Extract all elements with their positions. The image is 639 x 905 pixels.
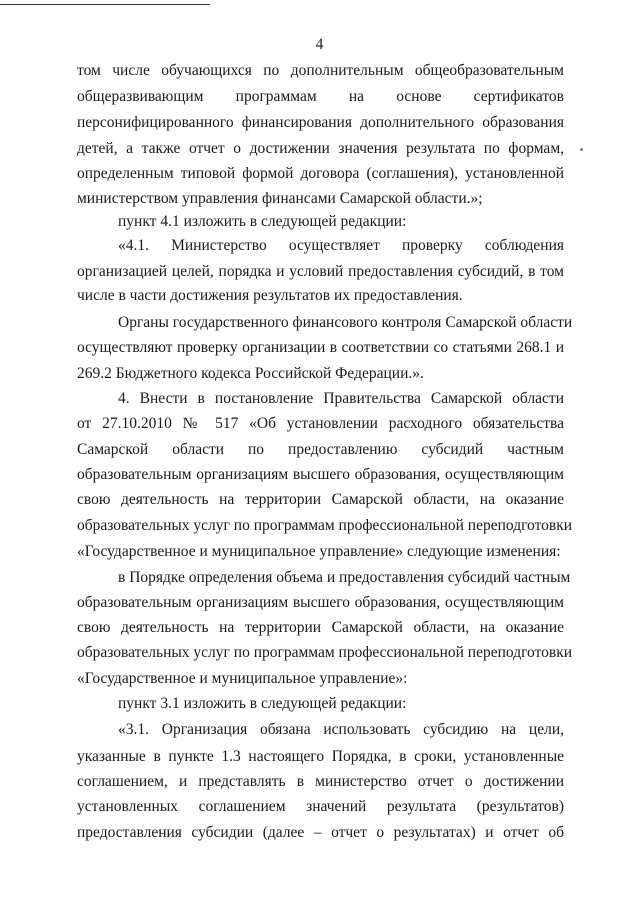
text-line: осуществляют проверку организации в соответствии со статьями 268.1 и (77, 339, 564, 356)
text-line: персонифицированного финансирования дополнительного образования (77, 114, 564, 131)
text-line: от 27.10.2010 № 517 «Об установлении расходного обязательства (77, 415, 564, 432)
text-line: определенным типовой формой договора (соглашения), установленной (77, 165, 564, 182)
text-line: образовательных услуг по программам профессиональной переподготовки (77, 517, 573, 534)
text-line: числе в части достижения результатов их предоставления. (77, 287, 463, 304)
scan-speck (580, 148, 583, 151)
text-line: «Государственное и муниципальное управление»: (77, 670, 408, 687)
text-line: 269.2 Бюджетного кодекса Российской Федерации.». (77, 365, 424, 382)
text-line: детей, а также отчет о достижении значения результата по формам, (77, 140, 564, 157)
text-line: «Государственное и муниципальное управление» следующие изменения: (77, 543, 561, 560)
text-line: Органы государственного финансового контроля Самарской области (118, 314, 573, 331)
text-line: свою деятельность на территории Самарской области, на оказание (77, 619, 564, 636)
text-line: организацией целей, порядка и условий предоставления субсидий, в том (77, 263, 564, 280)
page-number: 4 (315, 36, 324, 53)
text-line: Самарской области по предоставлению субсидий частным (77, 441, 564, 458)
text-line: образовательным организациям высшего образования, осуществляющим (77, 594, 564, 611)
text-line: предоставления субсидии (далее – отчет о результатах) и отчет об (77, 824, 564, 841)
text-line: в Порядке определения объема и предоставления субсидий частным (118, 569, 571, 586)
text-line: министерством управления финансами Самарской области.»; (77, 190, 483, 207)
text-line: общеразвивающим программам на основе сертификатов (77, 88, 564, 105)
text-line: свою деятельность на территории Самарской области, на оказание (77, 491, 564, 508)
text-line: 4. Внести в постановление Правительства Самарской области (118, 390, 564, 407)
text-line: пункт 4.1 изложить в следующей редакции: (118, 213, 407, 230)
text-line: пункт 3.1 изложить в следующей редакции: (118, 695, 407, 712)
text-line: образовательных услуг по программам профессиональной переподготовки (77, 644, 573, 661)
text-line: «3.1. Организация обязана использовать субсидию на цели, (118, 721, 564, 738)
text-line: «4.1. Министерство осуществляет проверку соблюдения (118, 237, 564, 254)
text-line: том числе обучающихся по дополнительным общеобразовательным (77, 62, 564, 79)
text-line: образовательным организациям высшего образования, осуществляющим (77, 466, 564, 483)
text-line: установленных соглашением значений результата (результатов) (77, 798, 564, 815)
text-line: указанные в пункте 1.3 настоящего Порядка, в сроки, установленные (77, 748, 564, 765)
top-rule (0, 4, 210, 5)
text-line: соглашением, и представлять в министерство отчет о достижении (77, 773, 564, 790)
